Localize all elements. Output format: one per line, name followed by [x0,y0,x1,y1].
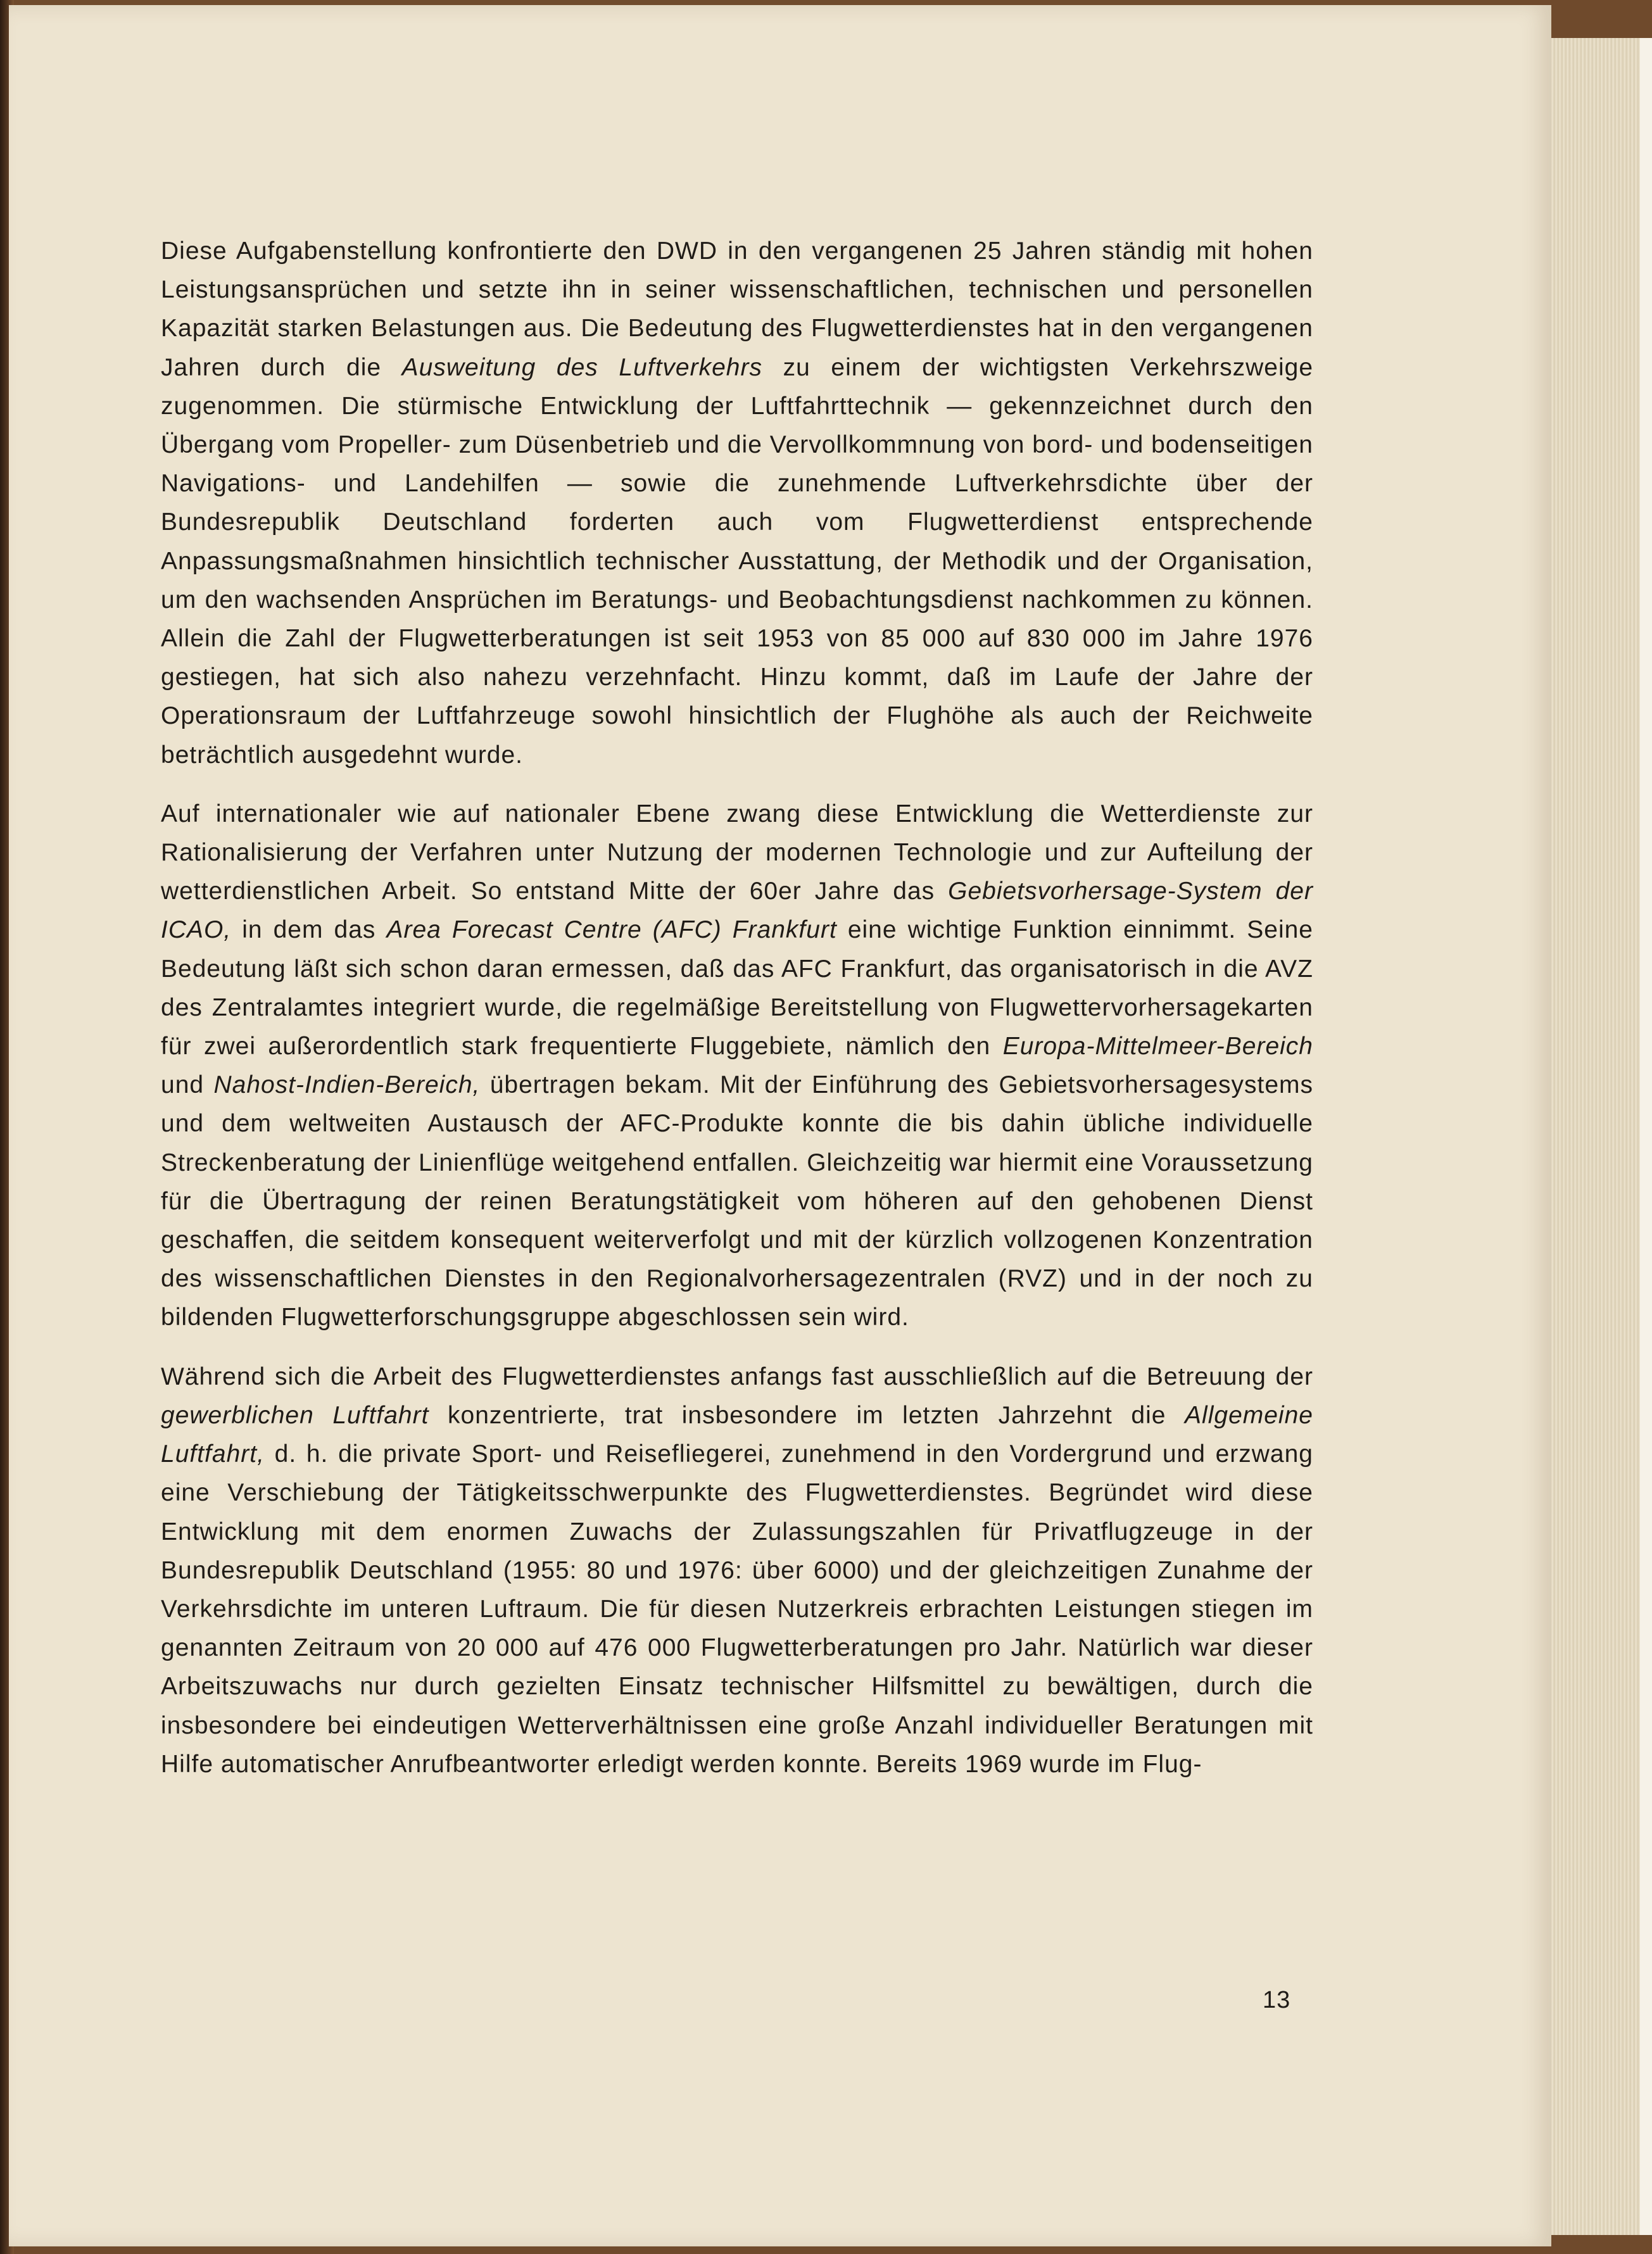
text-run: in dem das [231,916,387,944]
body-text [161,232,1313,1784]
page-number: 13 [1263,1987,1291,2013]
italic-phrase: Nahost-Indien-Bereich, [213,1071,481,1099]
paragraph-3 [161,1357,1313,1784]
text-run: konzentrierte, trat insbesondere im letzten Jahrzehnt die [429,1401,1185,1429]
italic-phrase: Europa-Mittelmeer-Bereich [1002,1033,1313,1061]
text-run: und [161,1071,214,1099]
italic-phrase: Allgemeine Luftfahrt, [161,1401,1313,1468]
italic-phrase: Ausweitung des Luftverkehrs [401,353,762,381]
page-edge-stack [1545,38,1640,2235]
text-run: zu einem der wichtigsten Verkehrszweige zugenommen. Die stürmische Entwicklung der Luftfahrttechnik — gekennzeichnet durch den Übergang vom Propeller- zum Düsenbetrieb und die Vervollkommnung von bord- und bodenseitigen Navigations- und Landehilfen — sowie die zunehmende Luftverkehrsdichte über der Bundesrepublik Deutschland forderten auch vom Flugwetterdienst entsprechende Anpassungsmaßnahmen hinsichtlich technischer Ausstattung, der Methodik und der Organisation, um den wachsenden Ansprüchen im Beratungs- und Beobachtungsdienst nachkommen zu können. Allein die Zahl der Flugwetterberatungen ist seit 1953 von 85 000 auf 830 000 im Jahre 1976 gestiegen, hat sich also nahezu verzehnfacht. Hinzu kommt, daß im Laufe der Jahre der Operationsraum der Luftfahrzeuge sowohl hinsichtlich der Flughöhe als auch der Reichweite beträchtlich ausgedehnt wurde. [161,353,1314,769]
paragraph-1 [161,232,1313,774]
text-run: übertragen bekam. Mit der Einführung des Gebietsvorhersagesystems und dem weltweiten Austausch der AFC-Produkte konnte die bis dahin übliche individuelle Streckenberatung der Linienflüge weitgehend entfallen. Gleichzeitig war hiermit eine Voraussetzung für die Übertragung der reinen Beratungstätigkeit vom höheren auf den gehobenen Dienst geschaffen, die seitdem konsequent weiterverfolgt und mit der kürzlich vollzogenen Konzentration des wissenschaftlichen Dienstes in den Regionalvorhersagezentralen (RVZ) und in der noch zu bildenden Flugwetterforschungsgruppe abgeschlossen sein wird. [161,1071,1313,1332]
paragraph-2 [161,795,1313,1337]
italic-phrase: gewerblichen Luftfahrt [161,1401,429,1429]
italic-phrase: Gebietsvorhersage-System der ICAO, [161,878,1313,944]
book-page [9,5,1551,2246]
text-run: Diese Aufgabenstellung konfrontierte den DWD in den vergangenen 25 Jahren ständig mit hohen Leistungsansprüchen und setzte ihn in seiner wissenschaftlichen, technischen und personellen Kapazität starken Belastungen aus. Die Bedeutung des Flugwetterdienstes hat in den vergangenen Jahren durch die [161,237,1313,381]
text-run: eine wichtige Funktion einnimmt. Seine Bedeutung läßt sich schon daran ermessen, daß das AFC Frankfurt, das organisatorisch in die AVZ des Zentralamtes integriert wurde, die regelmäßige Bereitstellung von Flugwettervorhersagekarten für zwei außerordentlich stark frequentierte Fluggebiete, nämlich den [161,916,1313,1061]
text-run: Auf internationaler wie auf nationaler Ebene zwang diese Entwicklung die Wetterdienste zur Rationalisierung der Verfahren unter Nutzung der modernen Technologie und zur Aufteilung der wetterdienstlichen Arbeit. So entstand Mitte der 60er Jahre das [161,800,1313,905]
italic-phrase: Area Forecast Centre (AFC) Frankfurt [386,916,837,944]
text-run: d. h. die private Sport- und Reisefliegerei, zunehmend in den Vordergrund und erzwang eine Verschiebung der Tätigkeitsschwerpunkte des Flugwetterdienstes. Begründet wird diese Entwicklung mit dem enormen Zuwachs der Zulassungszahlen für Privatflugzeuge in der Bundesrepublik Deutschland (1955: 80 und 1976: über 6000) und der gleichzeitigen Zunahme der Verkehrsdichte im unteren Luftraum. Die für diesen Nutzerkreis erbrachten Leistungen stiegen im genannten Zeitraum von 20 000 auf 476 000 Flugwetterberatungen pro Jahr. Natürlich war dieser Arbeitszuwachs nur durch gezielten Einsatz technischer Hilfsmittel zu bewältigen, durch die insbesondere bei eindeutigen Wetterverhältnissen eine große Anzahl individueller Beratungen mit Hilfe automatischer Anrufbeantworter erledigt werden konnte. Bereits 1969 wurde im Flug- [161,1440,1313,1778]
text-run: Während sich die Arbeit des Flugwetterdienstes anfangs fast ausschließlich auf die Betreuung der [161,1363,1313,1390]
